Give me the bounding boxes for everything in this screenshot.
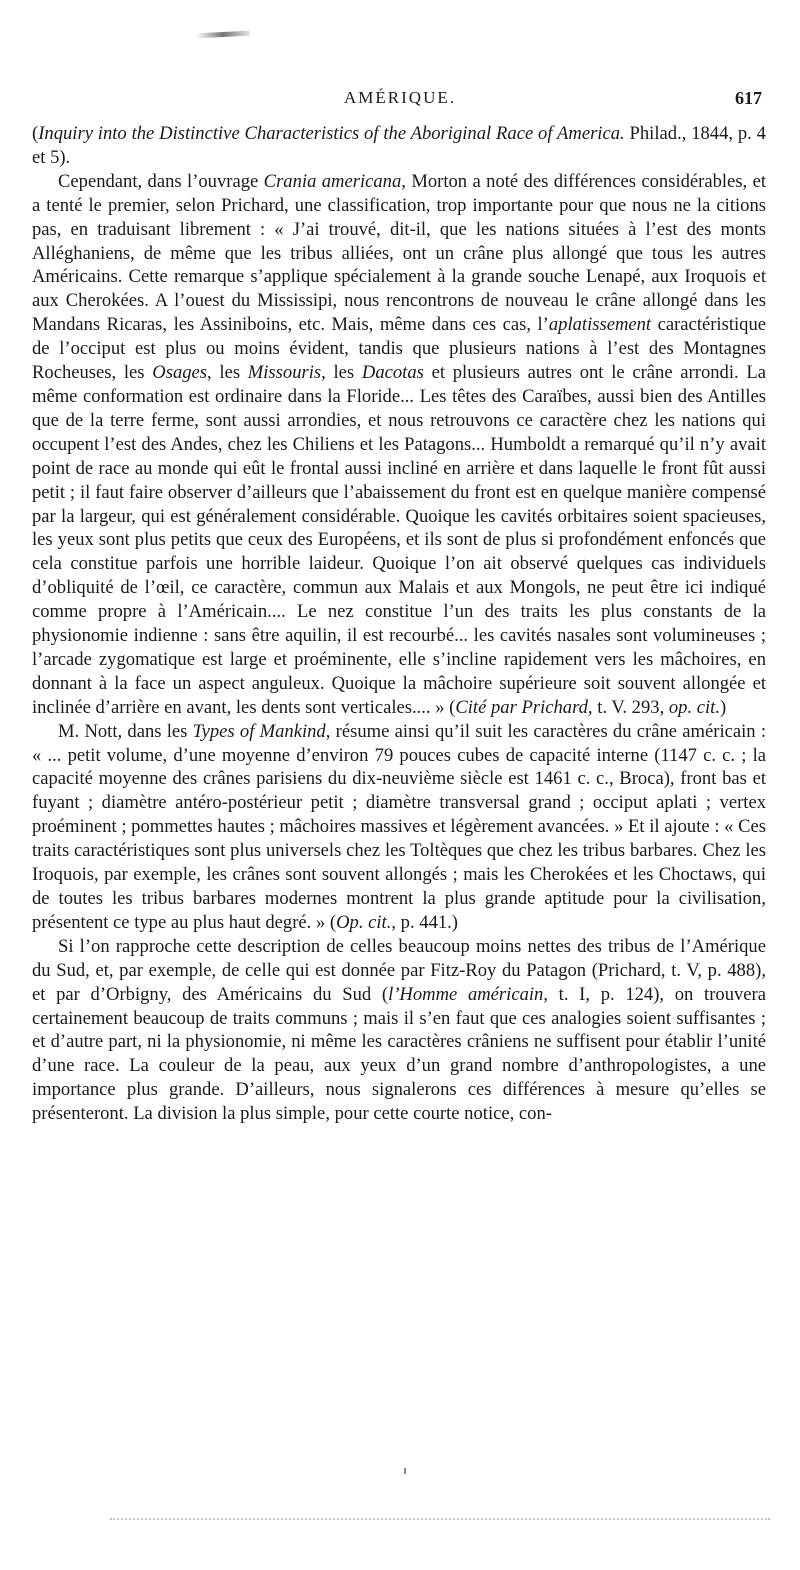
text-run: caractéristique de l’occiput est plus ou moins évident, tandis que plusieurs nations à l’est des Montagnes Rocheuses, les	[32, 314, 767, 384]
page-header	[32, 88, 768, 114]
text-run: , p. 441.)	[391, 911, 458, 933]
running-head: AMÉRIQUE.	[344, 88, 456, 107]
italic-text: Inquiry into the Distinctive Characteristics of the Aboriginal Race of America.	[38, 123, 625, 144]
italic-text: Crania americana,	[263, 170, 406, 192]
italic-text: Osages	[152, 362, 208, 384]
italic-text: Dacotas	[361, 362, 424, 384]
text-run: , t. V. 293,	[587, 696, 669, 718]
text-run: Si l’on rapproche cette description de celles beaucoup moins nettes des tribus de l’Amérique du Sud, et, par exemple, de celle qui est donnée par Fitz-Roy du Patagon (Prichard, t. V, p. 488), et par d’Orbigny, des Américains du Sud (	[32, 935, 766, 1005]
italic-text: Cité par Prichard	[455, 696, 588, 718]
paragraph	[32, 935, 766, 1126]
ink-smudge	[196, 31, 250, 39]
paragraph	[32, 122, 766, 170]
text-run: (	[32, 123, 39, 144]
bleed-through-dots	[110, 1518, 770, 1530]
text-run: Philad., 1844, p. 4 et 5).	[32, 123, 766, 168]
body-text	[32, 122, 766, 1126]
text-run: , les	[321, 362, 362, 384]
italic-text: Op. cit.	[336, 911, 392, 933]
text-run: , t. I, p. 124), on trouvera certainement beaucoup de traits communs ; mais il s’en faut que ces analogies soient suffisantes ; et d’autre part, ni la physionomie, ni même les caractères crâniens ne suffisent pour établir l’unité d’une race. La couleur de la peau, aux yeux d’un grand nombre d’anthropologistes, a une importance plus grande. D’ailleurs, nous signalerons ces différences à mesure qu’elles se présenteront. La division la plus simple, pour cette courte notice, con-	[32, 983, 766, 1125]
text-run: Morton a noté des différences considérables, et a tenté le premier, selon Prichard, une classification, trop importante pour que nous ne la citions pas, en traduisant librement : « J’ai trouvé, dit-il, que les nations situées à l’est des monts Alléghaniens, de même que les tribus alliées, ont un crâne plus allongé que tous les autres Américains. Cette remarque s’applique spécialement à la grande souche Lenapé, aux Iroquois et aux Cherokées. A l’ouest du Mississipi, nous rencontrons de nouveau le crâne allongé dans les Mandans Ricaras, les Assiniboins, etc. Mais, même dans ces cas, l’	[32, 170, 767, 336]
paragraph	[32, 170, 766, 720]
italic-text: l’Homme américain	[388, 983, 544, 1005]
text-run: Cependant, dans l’ouvrage	[58, 170, 264, 192]
text-run: M. Nott, dans les	[58, 720, 193, 742]
paragraph	[32, 720, 766, 935]
text-run: , résume ainsi qu’il suit les caractères du crâne américain : « ... petit volume, d’une moyenne d’environ 79 pouces cubes de capacité interne (1147 c. c. ; la capacité moyenne des crânes parisiens du dix-neuvième siècle est 1461 c. c., Broca), front bas et fuyant ; diamètre antéro-postérieur petit ; diamètre transversal grand ; occiput aplati ; vertex proéminent ; pommettes hautes ; mâchoires massives et légèrement avancées. » Et il ajoute : « Ces traits caractéristiques sont plus universels chez les Toltèques que chez les tribus barbares. Chez les Iroquois, par exemple, les crânes sont souvent allongés ; mais les Cherokées et les Choctaws, qui de toutes les tribus barbares modernes montrent la plus grande aptitude pour la civilisation, présentent ce type au plus haut degré. » (	[32, 720, 767, 933]
stray-ink-mark	[404, 1468, 406, 1474]
page-number: 617	[735, 88, 762, 108]
italic-text: aplatissement	[548, 314, 652, 336]
italic-text: Types of Mankind	[192, 720, 326, 742]
text-run: , les	[207, 362, 248, 384]
italic-text: op. cit.	[668, 696, 720, 718]
text-run: et plusieurs autres ont le crâne arrondi. La même conformation est ordinaire dans la Floride... Les têtes des Caraïbes, aussi bien des Antilles que de la terre ferme, sont aussi arrondies, et nous retrouvons ce caractère chez les nations qui occupent l’est des Andes, chez les Chiliens et les Patagons... Humboldt a remarqué qu’il n’y avait point de race au monde qui eût le frontal aussi incliné en arrière et dans laquelle le front fût aussi petit ; il faut faire observer d’ailleurs que l’abaissement du front est en quelque manière compensé par la largeur, qui est généralement considérable. Quoique les cavités orbitaires soient spacieuses, les yeux sont plus petits que ceux des Européens, et ils sont de plus si profondément enfoncés que cela constitue parfois une horrible laideur. Quoique l’on ait observé quelques cas individuels d’obliquité de l’œil, ce caractère, commun aux Malais et aux Mongols, ne peut être ici indiqué comme propre à l’Américain.... Le nez constitue l’un des traits les plus constants de la physionomie indienne : sans être aquilin, il est recourbé... les cavités nasales sont volumineuses ; l’arcade zygomatique est large et proéminente, elle s’incline rapidement vers les mâchoires, en donnant à la face un aspect anguleux. Quoique la mâchoire supérieure soit souvent allongée et inclinée d’arrière en avant, les dents sont verticales.... » (	[32, 362, 766, 718]
italic-text: Missouris	[247, 362, 322, 384]
text-run: )	[720, 696, 727, 718]
